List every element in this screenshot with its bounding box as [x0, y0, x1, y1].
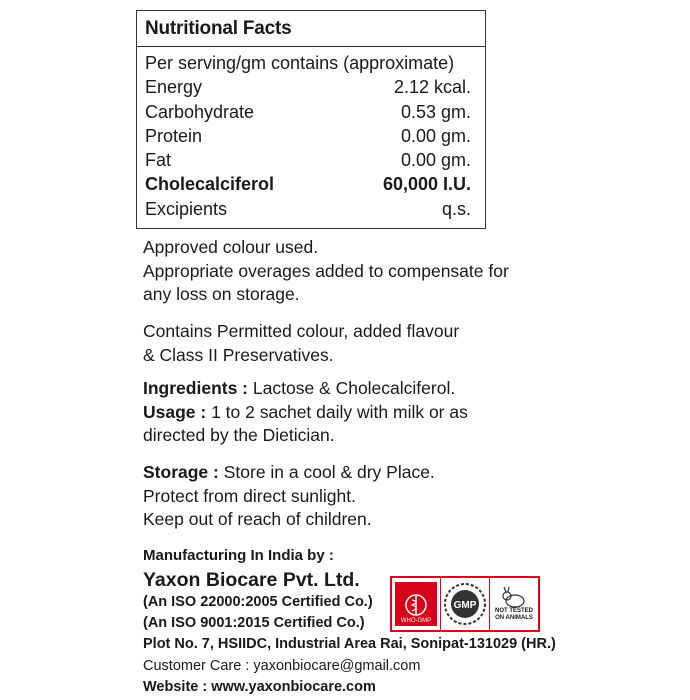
ingredients-label: Ingredients : [143, 378, 249, 398]
certification-logos [390, 576, 540, 632]
nutrient-name: Fat [145, 150, 172, 171]
nutrition-row-fat [145, 148, 471, 172]
nutrient-name: Protein [145, 125, 203, 146]
not-tested-line-1: NOT TESTED [494, 608, 533, 614]
nutrition-body [137, 47, 485, 228]
storage-instructions [143, 461, 435, 532]
nutrition-row-energy [145, 75, 471, 99]
address-line: Plot No. 7, HSIIDC, Industrial Area Rai, Sonipat-131029 (HR.) [143, 636, 556, 652]
nutrient-name: Energy [145, 77, 203, 98]
storage-text-3: Keep out of reach of children. [143, 509, 372, 529]
who-gmp-label: WHO-GMP [400, 618, 432, 624]
nutrient-name: Carbohydrate [145, 101, 255, 122]
nutrient-value: 60,000 I.U. [382, 174, 471, 195]
manufacturer-heading: Manufacturing In India by : [143, 547, 334, 564]
permitted-note-line-1: Contains Permitted colour, added flavour [143, 321, 460, 341]
storage-text-1: Store in a cool & dry Place. [218, 462, 435, 482]
iso-22000-line: (An ISO 22000:2005 Certified Co.) [143, 594, 373, 610]
approved-colour-note: Approved colour used. [143, 237, 319, 257]
who-gmp-logo-cell [392, 578, 441, 630]
nutrient-value: 0.53 gm. [400, 101, 471, 122]
usage-line [143, 401, 468, 425]
nutrient-value: 0.00 gm. [400, 150, 471, 171]
not-tested-line-2: ON ANIMALS [495, 615, 533, 621]
usage-text-2: directed by the Dietician. [143, 425, 335, 445]
nutrient-name: Excipients [145, 198, 228, 219]
nutrition-facts-table [136, 10, 486, 229]
website-line: Website : www.yaxonbiocare.com [143, 679, 376, 695]
permitted-note-line-2: & Class II Preservatives. [143, 344, 334, 365]
who-gmp-icon [395, 582, 437, 626]
storage-line [143, 461, 435, 485]
nutrition-row-excipients [145, 197, 471, 221]
company-name: Yaxon Biocare Pvt. Ltd. [143, 569, 360, 591]
storage-label: Storage : [143, 462, 219, 482]
nutrition-row-carbohydrate [145, 100, 471, 124]
nutrient-name: Cholecalciferol [145, 174, 275, 195]
who-emblem-icon [403, 592, 429, 618]
usage-label: Usage : [143, 401, 207, 422]
ingredients-usage [143, 377, 468, 448]
nutrition-title: Nutritional Facts [137, 11, 485, 47]
not-tested-label [495, 608, 533, 622]
iso-9001-line: (An ISO 9001:2015 Certified Co.) [143, 615, 365, 631]
not-tested-logo-cell [490, 578, 538, 630]
storage-text-2: Protect from direct sunlight. [143, 485, 356, 506]
usage-text-1: 1 to 2 sachet daily with milk or as [206, 401, 468, 422]
colour-notes [143, 236, 509, 307]
nutrient-value: q.s. [441, 198, 471, 219]
customer-care-line: Customer Care : yaxonbiocare@gmail.com [143, 658, 421, 674]
nutrition-intro: Per serving/gm contains (approximate) [145, 53, 455, 73]
permitted-notes [143, 320, 459, 367]
ingredients-text: Lactose & Cholecalciferol. [248, 378, 456, 398]
nutrient-value: 2.12 kcal. [393, 77, 471, 98]
ingredients-line [143, 377, 468, 401]
gmp-logo-cell [441, 578, 490, 630]
overages-note-line-1: Appropriate overages added to compensate for [143, 260, 509, 281]
gmp-seal-icon [442, 581, 488, 627]
gmp-seal-label: GMP [453, 600, 477, 611]
nutrient-value: 0.00 gm. [400, 125, 471, 146]
overages-note-line-2: any loss on storage. [143, 284, 300, 304]
nutrition-row-cholecalciferol [145, 172, 471, 196]
nutrition-row-protein [145, 124, 471, 148]
rabbit-icon [499, 586, 529, 608]
